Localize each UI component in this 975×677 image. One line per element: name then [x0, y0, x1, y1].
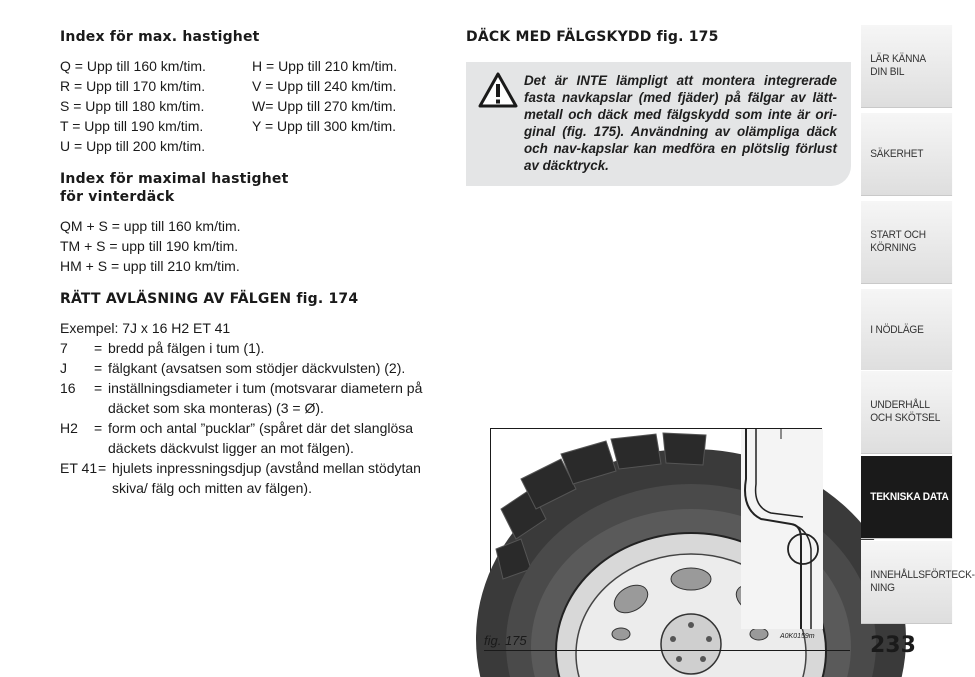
speed-item: S = Upp till 180 km/tim.: [60, 98, 205, 114]
speed-index-table: [60, 56, 450, 156]
tab-sakerhet[interactable]: SÄKERHET: [861, 112, 952, 196]
left-column: [60, 28, 450, 498]
rim-eq: =: [94, 420, 103, 436]
tire-illustration: [491, 429, 823, 629]
rim-example: Exempel: 7J x 16 H2 ET 41: [60, 320, 231, 336]
rim-key: J: [60, 360, 67, 376]
tab-start-korning[interactable]: START OCH KÖRNING: [861, 200, 952, 284]
warning-triangle-icon: [478, 72, 518, 108]
speed-item: V = Upp till 240 km/tim.: [252, 78, 397, 94]
rim-value: bredd på fälgen i tum (1).: [108, 340, 265, 356]
rim-row: [60, 338, 450, 358]
rim-row: [60, 378, 450, 418]
rim-value: inställningsdiameter i tum (motsvarar diametern på däcket som ska monteras) (3 = Ø).: [108, 380, 423, 416]
rim-row: [60, 418, 450, 458]
speed-item: H = Upp till 210 km/tim.: [252, 58, 398, 74]
speed-item: W= Upp till 270 km/tim.: [252, 98, 397, 114]
speed-item: Y = Upp till 300 km/tim.: [252, 118, 397, 134]
rim-value: fälgkant (avsatsen som stödjer däckvulsten) (2).: [108, 360, 406, 376]
winter-item: HM + S = upp till 210 km/tim.: [60, 258, 240, 274]
figure-175: [490, 428, 822, 628]
heading-winter-line1: Index för maximal hastighet: [60, 171, 289, 187]
heading-rim-reading: RÄTT AVLÄSNING AV FÄLGEN fig. 174: [60, 291, 359, 307]
speed-col-a: [60, 56, 252, 156]
speed-col-b: [252, 56, 444, 156]
tab-underhall[interactable]: UNDERHÅLL OCH SKÖTSEL: [861, 370, 952, 454]
tab-lar-kanna[interactable]: LÄR KÄNNA DIN BIL: [861, 24, 952, 108]
right-column: [466, 28, 851, 186]
rim-key: ET 41: [60, 460, 98, 476]
winter-item: TM + S = upp till 190 km/tim.: [60, 238, 239, 254]
speed-item: Q = Upp till 160 km/tim.: [60, 58, 206, 74]
winter-item: QM + S = upp till 160 km/tim.: [60, 218, 241, 234]
figure-caption: fig. 175: [484, 633, 527, 648]
rim-key: 16: [60, 380, 76, 396]
speed-item: R = Upp till 170 km/tim.: [60, 78, 206, 94]
rim-row: [60, 358, 450, 378]
heading-winter-line2: för vinterdäck: [60, 189, 175, 205]
page-number: 233: [870, 633, 916, 658]
speed-item: U = Upp till 200 km/tim.: [60, 138, 206, 154]
rim-eq: =: [94, 360, 103, 376]
tab-tekniska-data[interactable]: TEKNISKA DATA: [861, 455, 952, 539]
heading-winter: [60, 170, 450, 206]
rim-value: form och antal ”pucklar” (spåret där det slanglösa däckets däckvulst ligger an mot fälgen).: [108, 420, 414, 456]
rim-eq: =: [94, 340, 103, 356]
speed-item: T = Upp till 190 km/tim.: [60, 118, 204, 134]
rim-eq: =: [98, 460, 107, 476]
heading-max-speed: Index för max. hastighet: [60, 29, 260, 45]
warning-text: Det är INTE lämpligt att montera integrerade fasta navkapslar (med fjäder) på fälgar av lätt-metall och däck med fälgskydd som inte är ori-ginal (fig. 175). Användning av olämpliga däck och nav-kapslar kan medföra en plötslig förlust av däcktryck.: [524, 73, 837, 173]
tab-innehall[interactable]: INNEHÅLLSFÖRTECK- NING: [861, 540, 952, 624]
rim-value: hjulets inpressningsdjup (avstånd mellan stödytan skiva/ fälg och mitten av fälgen).: [112, 460, 421, 496]
rim-key: 7: [60, 340, 68, 356]
rim-key: H2: [60, 420, 78, 436]
figure-code: A0K0159m: [780, 633, 815, 640]
caption-rule: [484, 650, 850, 651]
chapter-tabs: [861, 0, 975, 677]
rim-row: [60, 458, 450, 498]
warning-box: [466, 62, 851, 186]
rim-eq: =: [94, 380, 103, 396]
tab-i-nodlage[interactable]: I NÖDLÄGE: [861, 288, 952, 372]
heading-tire-rim-guard: DÄCK MED FÄLGSKYDD fig. 175: [466, 29, 719, 45]
